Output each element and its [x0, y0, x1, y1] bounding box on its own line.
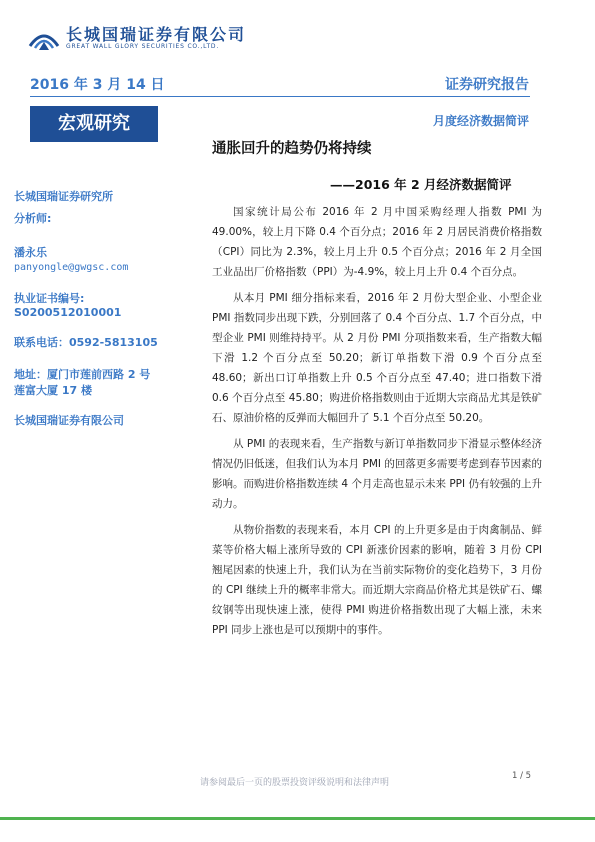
- report-date: 2016 年 3 月 14 日: [30, 77, 165, 93]
- report-body: [212, 202, 542, 646]
- sidebar-address-line2: 莲富大厦 17 楼: [14, 384, 92, 397]
- sidebar-company: 长城国瑞证券有限公司: [14, 414, 124, 427]
- section-label: 宏观研究: [58, 113, 130, 134]
- sidebar-institute: 长城国瑞证券研究所: [14, 190, 113, 203]
- report-title: 通胀回升的趋势仍将持续: [212, 141, 372, 157]
- sidebar-email[interactable]: panyongle@gwgsc.com: [14, 262, 129, 273]
- paragraph: 从物价指数的表现来看，本月 CPI 的上升更多是由于肉禽制品、鲜菜等价格大幅上涨所导致的 CPI 新涨价因素的影响，随着 3 月份 CPI 翘尾因素的快速上升，我们认为在当前实际物价的变化趋势下，3 月份的 CPI 继续上升的概率非常大。而近期大宗商品价格尤其是铁矿石、螺纹钢等出现快速上涨，使得 PMI 购进价格指数出现了大幅上涨，未来 PPI 同步上涨也是可以预期中的事件。: [212, 524, 542, 636]
- company-logo-icon: [28, 24, 60, 54]
- report-subtitle: ——2016 年 2 月经济数据简评: [330, 177, 512, 192]
- report-subtype: 月度经济数据简评: [432, 114, 529, 128]
- page-number: 1 / 5: [512, 771, 532, 781]
- sidebar-analyst-name: 潘永乐: [14, 246, 47, 259]
- company-name-cn: 长城国瑞证券有限公司: [66, 25, 247, 44]
- sidebar-cert-number: S0200512010001: [14, 306, 122, 319]
- sidebar-cert-label: 执业证书编号:: [14, 292, 85, 305]
- footer-disclaimer: 请参阅最后一页的股票投资评级说明和法律声明: [200, 778, 390, 788]
- paragraph: 国家统计局公布 2016 年 2 月中国采购经理人指数 PMI 为 49.00%，较上月下降 0.4 个百分点；2016 年 2 月居民消费价格指数（CPI）同比为 2.3%，较上月上升 0.5 个百分点；2016 年 2 月全国工业品出厂价格指数（PPI）为-4.9%，较上月上升 0.4 个百分点。: [212, 206, 542, 278]
- company-name-en: GREAT WALL GLORY SECURITIES CO.,LTD.: [66, 43, 220, 50]
- sidebar-phone: 联系电话：0592-5813105: [14, 336, 158, 349]
- sidebar-address-line1: 地址：厦门市莲前西路 2 号: [14, 368, 151, 381]
- sidebar-analyst-label: 分析师:: [14, 212, 52, 225]
- report-type: 证券研究报告: [445, 77, 529, 93]
- paragraph: 从 PMI 的表现来看，生产指数与新订单指数同步下滑显示整体经济情况仍旧低迷，但我们认为本月 PMI 的回落更多需要考虑到春节因素的影响。而购进价格指数连续 4 个月走高也显示未来 PPI 仍有较强的上升动力。: [212, 438, 542, 510]
- paragraph: 从本月 PMI 细分指标来看，2016 年 2 月份大型企业、小型企业 PMI 指数同步出现下跌，分别回落了 0.4 个百分点、1.7 个百分点，中型企业 PMI 则维持持平。从 2 月份 PMI 分项指数来看，生产指数大幅下滑 1.2 个百分点至 50.20；新订单指数下滑 0.9 个百分点至 48.60；新出口订单指数上升 0.5 个百分点至 47.40；进口指数下滑 0.6 个百分点至 45.80；购进价格指数则由于近期大宗商品尤其是铁矿石、原油价格的反弹而大幅回升了 5.1 个百分点至 50.20。: [212, 292, 542, 424]
- header-divider: [30, 96, 530, 97]
- footer-divider: [0, 817, 595, 820]
